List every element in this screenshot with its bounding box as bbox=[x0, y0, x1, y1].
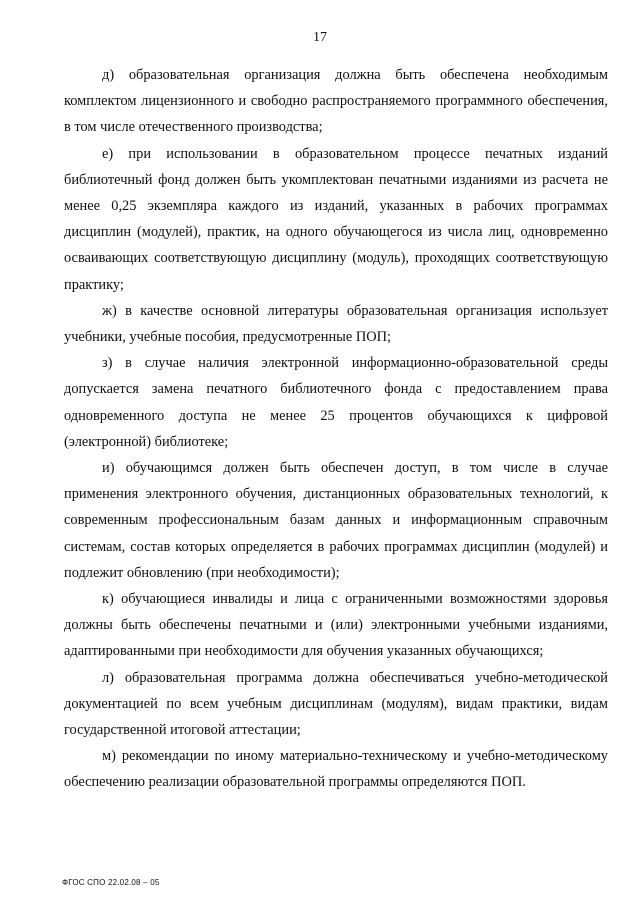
paragraph-l: л) образовательная программа должна обеспечиваться учебно-методической документацией по всем учебным дисциплинам (модулям), видам практики, видам государственной итоговой аттестации; bbox=[64, 669, 608, 739]
paragraph-z: з) в случае наличия электронной информационно-образовательной среды допускается замена печатного библиотечного фонда с предоставлением права одновременного доступа не менее 25 процентов обучающихся к цифровой (электронной) библиотеке; bbox=[64, 355, 608, 450]
paragraph-e: е) при использовании в образовательном процессе печатных изданий библиотечный фонд должен быть укомплектован печатными изданиями из расчета не менее 0,25 экземпляра каждого из изданий, указанных в рабочих программах дисциплин (модулей), практик, на одного обучающегося из числа лиц, одновременно осваивающих соответствующую дисциплину (модуль), проходящих соответствующую практику; bbox=[64, 145, 608, 293]
footer-code: ФГОС СПО 22.02.08 – 05 bbox=[62, 878, 160, 887]
paragraph-k: к) обучающиеся инвалиды и лица с ограниченными возможностями здоровья должны быть обеспечены печатными и (или) электронными учебными изданиями, адаптированными при необходимости для обучения указанных обучающихся; bbox=[64, 591, 608, 660]
paragraph-d: д) образовательная организация должна быть обеспечена необходимым комплектом лицензионного и свободно распространяемого программного обеспечения, в том числе отечественного производства; bbox=[64, 67, 608, 136]
document-body bbox=[64, 62, 608, 796]
paragraph-i: и) обучающимся должен быть обеспечен доступ, в том числе в случае применения электронного обучения, дистанционных образовательных технологий, к современным профессиональным базам данных и информационным справочным системам, состав которых определяется в рабочих программах дисциплин (модулей) и подлежит обновлению (при необходимости); bbox=[64, 460, 608, 581]
paragraph-zh: ж) в качестве основной литературы образовательная организация использует учебники, учебные пособия, предусмотренные ПОП; bbox=[64, 302, 608, 346]
paragraph-m: м) рекомендации по иному материально-техническому и учебно-методическому обеспечению реализации образовательной программы определяются ПОП. bbox=[64, 748, 608, 791]
page-number: 17 bbox=[313, 30, 327, 45]
